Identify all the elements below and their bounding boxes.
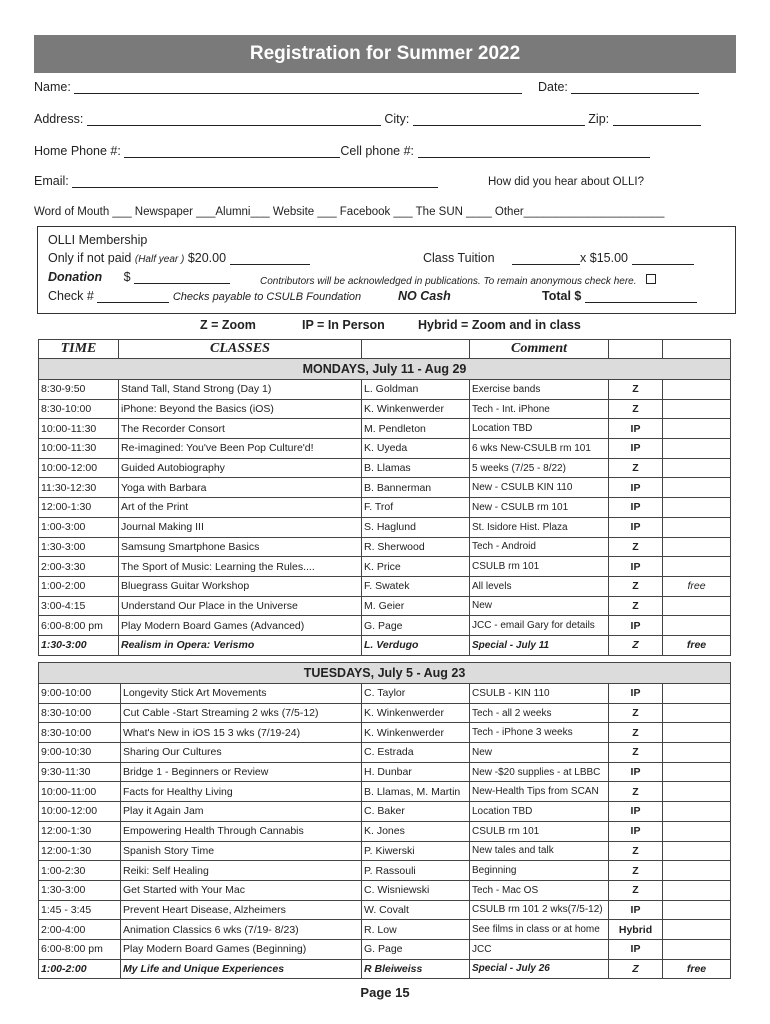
- tuesday-title: TUESDAYS, July 5 - Aug 23: [39, 663, 731, 684]
- comment-cell: New-Health Tips from SCAN: [470, 782, 609, 802]
- instructor-cell: H. Dunbar: [362, 762, 470, 782]
- anonymous-checkbox[interactable]: [646, 274, 656, 284]
- format-cell: Z: [609, 880, 663, 900]
- home-phone-label: Home Phone #:: [34, 144, 121, 158]
- name-label: Name:: [34, 80, 71, 94]
- format-cell: Z: [609, 399, 663, 419]
- zip-field[interactable]: [613, 113, 701, 126]
- table-row[interactable]: [39, 762, 731, 782]
- tuition-total-field[interactable]: [632, 252, 694, 265]
- date-row: [538, 80, 699, 94]
- tuesday-day-row: [39, 663, 731, 684]
- fee-cell: [663, 841, 731, 861]
- format-cell: Z: [609, 458, 663, 478]
- tuition-rate: x $15.00: [580, 251, 629, 265]
- instructor-cell: R Bleiweiss: [362, 959, 470, 979]
- instructor-cell: K. Winkenwerder: [362, 399, 470, 419]
- instructor-cell: S. Haglund: [362, 517, 470, 537]
- format-cell: Z: [609, 537, 663, 557]
- class-name-cell: Sharing Our Cultures: [121, 743, 362, 763]
- table-row[interactable]: [39, 821, 731, 841]
- monday-title: MONDAYS, July 11 - Aug 29: [39, 359, 731, 380]
- table-row[interactable]: [39, 635, 731, 655]
- comment-cell: Tech - Int. iPhone: [470, 399, 609, 419]
- time-cell: 9:00-10:30: [39, 743, 121, 763]
- address-row: [34, 112, 701, 126]
- fee-cell: [663, 900, 731, 920]
- format-cell: IP: [609, 557, 663, 577]
- format-header: [609, 340, 663, 359]
- address-label: Address:: [34, 112, 84, 126]
- comment-cell: St. Isidore Hist. Plaza: [470, 517, 609, 537]
- format-cell: Z: [609, 576, 663, 596]
- tuition-qty-field[interactable]: [512, 252, 580, 265]
- instructor-cell: K. Winkenwerder: [362, 703, 470, 723]
- email-field[interactable]: [72, 175, 438, 188]
- table-row[interactable]: [39, 576, 731, 596]
- comment-cell: CSULB rm 101 2 wks(7/5-12): [470, 900, 609, 920]
- comment-cell: JCC: [470, 939, 609, 959]
- fee-cell: [663, 380, 731, 400]
- format-cell: Z: [609, 596, 663, 616]
- home-phone-field[interactable]: [124, 145, 340, 158]
- donation-dollar: $: [123, 270, 131, 284]
- class-name-cell: Stand Tall, Stand Strong (Day 1): [119, 380, 362, 400]
- instructor-cell: K. Uyeda: [362, 439, 470, 459]
- format-cell: Z: [609, 861, 663, 881]
- referral-sources[interactable]: Word of Mouth ___ Newspaper ___Alumni___ Website ___ Facebook ___ The SUN ____ Other______________________: [34, 206, 665, 218]
- class-name-cell: What's New in iOS 15 3 wks (7/19-24): [121, 723, 362, 743]
- contrib-row: [260, 273, 656, 287]
- fee-cell: [663, 821, 731, 841]
- city-label: City:: [384, 112, 410, 126]
- table-row[interactable]: [39, 880, 731, 900]
- table-row[interactable]: [39, 498, 731, 518]
- check-row: [48, 289, 361, 303]
- fee-cell: [663, 939, 731, 959]
- time-cell: 11:30-12:30: [39, 478, 119, 498]
- class-name-cell: Cut Cable -Start Streaming 2 wks (7/5-12): [121, 703, 362, 723]
- format-cell: IP: [609, 821, 663, 841]
- fee-cell: [663, 537, 731, 557]
- format-cell: IP: [609, 419, 663, 439]
- legend-in-person: IP = In Person: [302, 318, 385, 332]
- comment-cell: New - CSULB rm 101: [470, 498, 609, 518]
- class-name-cell: Samsung Smartphone Basics: [119, 537, 362, 557]
- instructor-cell: G. Page: [362, 616, 470, 636]
- check-payable-note: Checks payable to CSULB Foundation: [172, 291, 362, 303]
- fee-cell: free: [663, 576, 731, 596]
- instructor-cell: F. Trof: [362, 498, 470, 518]
- class-name-cell: Animation Classics 6 wks (7/19- 8/23): [121, 920, 362, 940]
- legend-zoom: Z = Zoom: [200, 318, 256, 332]
- table-row[interactable]: [39, 478, 731, 498]
- table-row[interactable]: [39, 959, 731, 979]
- time-cell: 12:00-1:30: [39, 841, 121, 861]
- page-title: Registration for Summer 2022: [34, 35, 736, 73]
- instructor-cell: R. Sherwood: [362, 537, 470, 557]
- class-name-cell: Art of the Print: [119, 498, 362, 518]
- comment-cell: See films in class or at home: [470, 920, 609, 940]
- fee-cell: [663, 703, 731, 723]
- fee-cell: [663, 439, 731, 459]
- time-cell: 10:00-12:00: [39, 802, 121, 822]
- zip-label: Zip:: [588, 112, 610, 126]
- table-row[interactable]: [39, 399, 731, 419]
- fee-cell: [663, 478, 731, 498]
- format-cell: Hybrid: [609, 920, 663, 940]
- time-cell: 9:30-11:30: [39, 762, 121, 782]
- tuesday-classes-table: [38, 662, 731, 979]
- instructor-cell: G. Page: [362, 939, 470, 959]
- instructor-cell: P. Rassouli: [362, 861, 470, 881]
- class-name-cell: Journal Making III: [119, 517, 362, 537]
- comment-cell: Tech - Mac OS: [470, 880, 609, 900]
- class-name-cell: Longevity Stick Art Movements: [121, 684, 362, 704]
- comment-cell: New: [470, 596, 609, 616]
- table-row[interactable]: [39, 920, 731, 940]
- format-cell: IP: [609, 498, 663, 518]
- time-cell: 1:00-2:00: [39, 576, 119, 596]
- instructor-header: [362, 340, 470, 359]
- comment-cell: CSULB - KIN 110: [470, 684, 609, 704]
- half-year-note: (Half year ): [134, 254, 185, 265]
- time-cell: 1:00-3:00: [39, 517, 119, 537]
- fee-cell: [663, 399, 731, 419]
- comment-cell: Special - July 26: [470, 959, 609, 979]
- membership-fee-field[interactable]: [230, 252, 310, 265]
- instructor-cell: B. Llamas, M. Martin: [362, 782, 470, 802]
- format-cell: Z: [609, 782, 663, 802]
- only-if-not-paid: Only if not paid: [48, 251, 132, 265]
- instructor-cell: K. Winkenwerder: [362, 723, 470, 743]
- fee-cell: free: [663, 959, 731, 979]
- comment-cell: New tales and talk: [470, 841, 609, 861]
- class-name-cell: The Sport of Music: Learning the Rules....: [119, 557, 362, 577]
- comment-cell: Location TBD: [470, 419, 609, 439]
- format-cell: IP: [609, 900, 663, 920]
- comment-cell: Beginning: [470, 861, 609, 881]
- time-cell: 12:00-1:30: [39, 498, 119, 518]
- membership-label: OLLI Membership: [48, 233, 148, 247]
- email-label: Email:: [34, 174, 69, 188]
- cell-phone-field[interactable]: [418, 145, 650, 158]
- donation-label: Donation: [48, 270, 103, 284]
- time-cell: 1:45 - 3:45: [39, 900, 121, 920]
- comment-cell: Special - July 11: [470, 635, 609, 655]
- instructor-cell: C. Baker: [362, 802, 470, 822]
- instructor-cell: K. Jones: [362, 821, 470, 841]
- total-field[interactable]: [585, 290, 697, 303]
- comment-cell: JCC - email Gary for details: [470, 616, 609, 636]
- fee-cell: [663, 861, 731, 881]
- time-cell: 10:00-11:00: [39, 782, 121, 802]
- date-label: Date:: [538, 80, 568, 94]
- format-cell: IP: [609, 616, 663, 636]
- fee-cell: [663, 880, 731, 900]
- table-row[interactable]: [39, 517, 731, 537]
- check-label: Check #: [48, 289, 94, 303]
- fee-cell: [663, 419, 731, 439]
- instructor-cell: P. Kiwerski: [362, 841, 470, 861]
- format-cell: IP: [609, 478, 663, 498]
- fee-cell: [663, 557, 731, 577]
- format-cell: IP: [609, 439, 663, 459]
- table-row[interactable]: [39, 703, 731, 723]
- name-row: [34, 80, 522, 94]
- table-row[interactable]: [39, 782, 731, 802]
- total-label: Total $: [542, 289, 582, 303]
- table-row[interactable]: [39, 557, 731, 577]
- class-name-cell: Realism in Opera: Verismo: [119, 635, 362, 655]
- fee-cell: [663, 802, 731, 822]
- instructor-cell: R. Low: [362, 920, 470, 940]
- comment-cell: Tech - Android: [470, 537, 609, 557]
- format-cell: Z: [609, 380, 663, 400]
- comment-cell: CSULB rm 101: [470, 821, 609, 841]
- fee-cell: [663, 517, 731, 537]
- time-cell: 1:00-2:00: [39, 959, 121, 979]
- time-cell: 10:00-11:30: [39, 419, 119, 439]
- membership-fee-row: [48, 251, 310, 265]
- table-row[interactable]: [39, 537, 731, 557]
- membership-box: [37, 226, 736, 314]
- class-name-cell: Prevent Heart Disease, Alzheimers: [121, 900, 362, 920]
- instructor-cell: W. Covalt: [362, 900, 470, 920]
- comment-cell: All levels: [470, 576, 609, 596]
- class-name-cell: Spanish Story Time: [121, 841, 362, 861]
- table-row[interactable]: [39, 439, 731, 459]
- table-row[interactable]: [39, 380, 731, 400]
- table-row[interactable]: [39, 419, 731, 439]
- instructor-cell: M. Pendleton: [362, 419, 470, 439]
- instructor-cell: L. Goldman: [362, 380, 470, 400]
- fee-cell: [663, 782, 731, 802]
- time-cell: 12:00-1:30: [39, 821, 121, 841]
- phone-row: [34, 144, 650, 158]
- comment-cell: New -$20 supplies - at LBBC: [470, 762, 609, 782]
- fee-cell: [663, 596, 731, 616]
- donation-row: [48, 270, 230, 284]
- time-cell: 8:30-10:00: [39, 723, 121, 743]
- class-name-cell: Facts for Healthy Living: [121, 782, 362, 802]
- class-name-cell: Play Modern Board Games (Advanced): [119, 616, 362, 636]
- class-name-cell: Bluegrass Guitar Workshop: [119, 576, 362, 596]
- comment-cell: Tech - all 2 weeks: [470, 703, 609, 723]
- table-row[interactable]: [39, 596, 731, 616]
- instructor-cell: L. Verdugo: [362, 635, 470, 655]
- table-row[interactable]: [39, 841, 731, 861]
- fee-cell: [663, 920, 731, 940]
- class-name-cell: Empowering Health Through Cannabis: [121, 821, 362, 841]
- donation-field[interactable]: [134, 271, 230, 284]
- table-row[interactable]: [39, 616, 731, 636]
- page-number: Page 15: [360, 985, 410, 1000]
- comment-cell: New - CSULB KIN 110: [470, 478, 609, 498]
- fee-header: [663, 340, 731, 359]
- contributors-note: Contributors will be acknowledged in publications. To remain anonymous check here.: [260, 276, 637, 287]
- format-cell: Z: [609, 703, 663, 723]
- monday-classes-table: [38, 339, 731, 656]
- time-cell: 2:00-3:30: [39, 557, 119, 577]
- class-name-cell: Play it Again Jam: [121, 802, 362, 822]
- instructor-cell: C. Estrada: [362, 743, 470, 763]
- time-cell: 10:00-12:00: [39, 458, 119, 478]
- time-cell: 8:30-10:00: [39, 399, 119, 419]
- class-name-cell: Understand Our Place in the Universe: [119, 596, 362, 616]
- table-row[interactable]: [39, 802, 731, 822]
- format-cell: Z: [609, 841, 663, 861]
- table-row[interactable]: [39, 900, 731, 920]
- fee-cell: [663, 723, 731, 743]
- format-cell: IP: [609, 684, 663, 704]
- cell-phone-label: Cell phone #:: [340, 144, 415, 158]
- email-row: [34, 174, 438, 188]
- table-row[interactable]: [39, 939, 731, 959]
- format-cell: IP: [609, 939, 663, 959]
- class-name-cell: Re-imagined: You've Been Pop Culture'd!: [119, 439, 362, 459]
- time-cell: 3:00-4:15: [39, 596, 119, 616]
- format-cell: IP: [609, 802, 663, 822]
- time-cell: 1:30-3:00: [39, 537, 119, 557]
- comment-cell: Exercise bands: [470, 380, 609, 400]
- tuition-row: [423, 251, 694, 265]
- classes-header: CLASSES: [119, 340, 362, 359]
- class-name-cell: Get Started with Your Mac: [121, 880, 362, 900]
- fee-cell: [663, 743, 731, 763]
- comment-cell: New: [470, 743, 609, 763]
- time-header: TIME: [39, 340, 119, 359]
- comment-header: Comment: [470, 340, 609, 359]
- time-cell: 2:00-4:00: [39, 920, 121, 940]
- hear-about-label: How did you hear about OLLI?: [488, 176, 644, 188]
- check-number-field[interactable]: [97, 290, 169, 303]
- fee-cell: [663, 762, 731, 782]
- format-cell: Z: [609, 723, 663, 743]
- class-name-cell: Guided Autobiography: [119, 458, 362, 478]
- instructor-cell: F. Swatek: [362, 576, 470, 596]
- time-cell: 1:30-3:00: [39, 635, 119, 655]
- table-row[interactable]: [39, 861, 731, 881]
- date-field[interactable]: [571, 81, 699, 94]
- fee-cell: [663, 498, 731, 518]
- class-name-cell: The Recorder Consort: [119, 419, 362, 439]
- table-header-row: [39, 340, 731, 359]
- format-cell: Z: [609, 959, 663, 979]
- class-name-cell: iPhone: Beyond the Basics (iOS): [119, 399, 362, 419]
- fee-cell: [663, 684, 731, 704]
- comment-cell: CSULB rm 101: [470, 557, 609, 577]
- fee-cell: [663, 616, 731, 636]
- instructor-cell: M. Geier: [362, 596, 470, 616]
- table-row[interactable]: [39, 684, 731, 704]
- city-field[interactable]: [413, 113, 585, 126]
- fee-cell: [663, 458, 731, 478]
- time-cell: 8:30-9:50: [39, 380, 119, 400]
- table-row[interactable]: [39, 458, 731, 478]
- comment-cell: 6 wks New-CSULB rm 101: [470, 439, 609, 459]
- no-cash-note: NO Cash: [398, 289, 451, 303]
- membership-fee: $20.00: [187, 251, 227, 265]
- class-name-cell: Bridge 1 - Beginners or Review: [121, 762, 362, 782]
- time-cell: 8:30-10:00: [39, 703, 121, 723]
- time-cell: 6:00-8:00 pm: [39, 939, 121, 959]
- tuition-label: Class Tuition: [423, 251, 495, 265]
- comment-cell: Tech - iPhone 3 weeks: [470, 723, 609, 743]
- time-cell: 10:00-11:30: [39, 439, 119, 459]
- instructor-cell: C. Wisniewski: [362, 880, 470, 900]
- comment-cell: Location TBD: [470, 802, 609, 822]
- class-name-cell: My Life and Unique Experiences: [121, 959, 362, 979]
- time-cell: 1:00-2:30: [39, 861, 121, 881]
- time-cell: 1:30-3:00: [39, 880, 121, 900]
- total-row: [542, 289, 697, 303]
- address-field[interactable]: [87, 113, 381, 126]
- format-cell: Z: [609, 635, 663, 655]
- class-name-cell: Reiki: Self Healing: [121, 861, 362, 881]
- time-cell: 9:00-10:00: [39, 684, 121, 704]
- time-cell: 6:00-8:00 pm: [39, 616, 119, 636]
- format-cell: Z: [609, 743, 663, 763]
- instructor-cell: C. Taylor: [362, 684, 470, 704]
- legend-hybrid: Hybrid = Zoom and in class: [418, 318, 581, 332]
- comment-cell: 5 weeks (7/25 - 8/22): [470, 458, 609, 478]
- instructor-cell: K. Price: [362, 557, 470, 577]
- monday-day-row: [39, 359, 731, 380]
- format-cell: IP: [609, 517, 663, 537]
- class-name-cell: Yoga with Barbara: [119, 478, 362, 498]
- name-field[interactable]: [74, 81, 522, 94]
- table-row[interactable]: [39, 743, 731, 763]
- fee-cell: free: [663, 635, 731, 655]
- table-row[interactable]: [39, 723, 731, 743]
- format-cell: IP: [609, 762, 663, 782]
- class-name-cell: Play Modern Board Games (Beginning): [121, 939, 362, 959]
- instructor-cell: B. Llamas: [362, 458, 470, 478]
- instructor-cell: B. Bannerman: [362, 478, 470, 498]
